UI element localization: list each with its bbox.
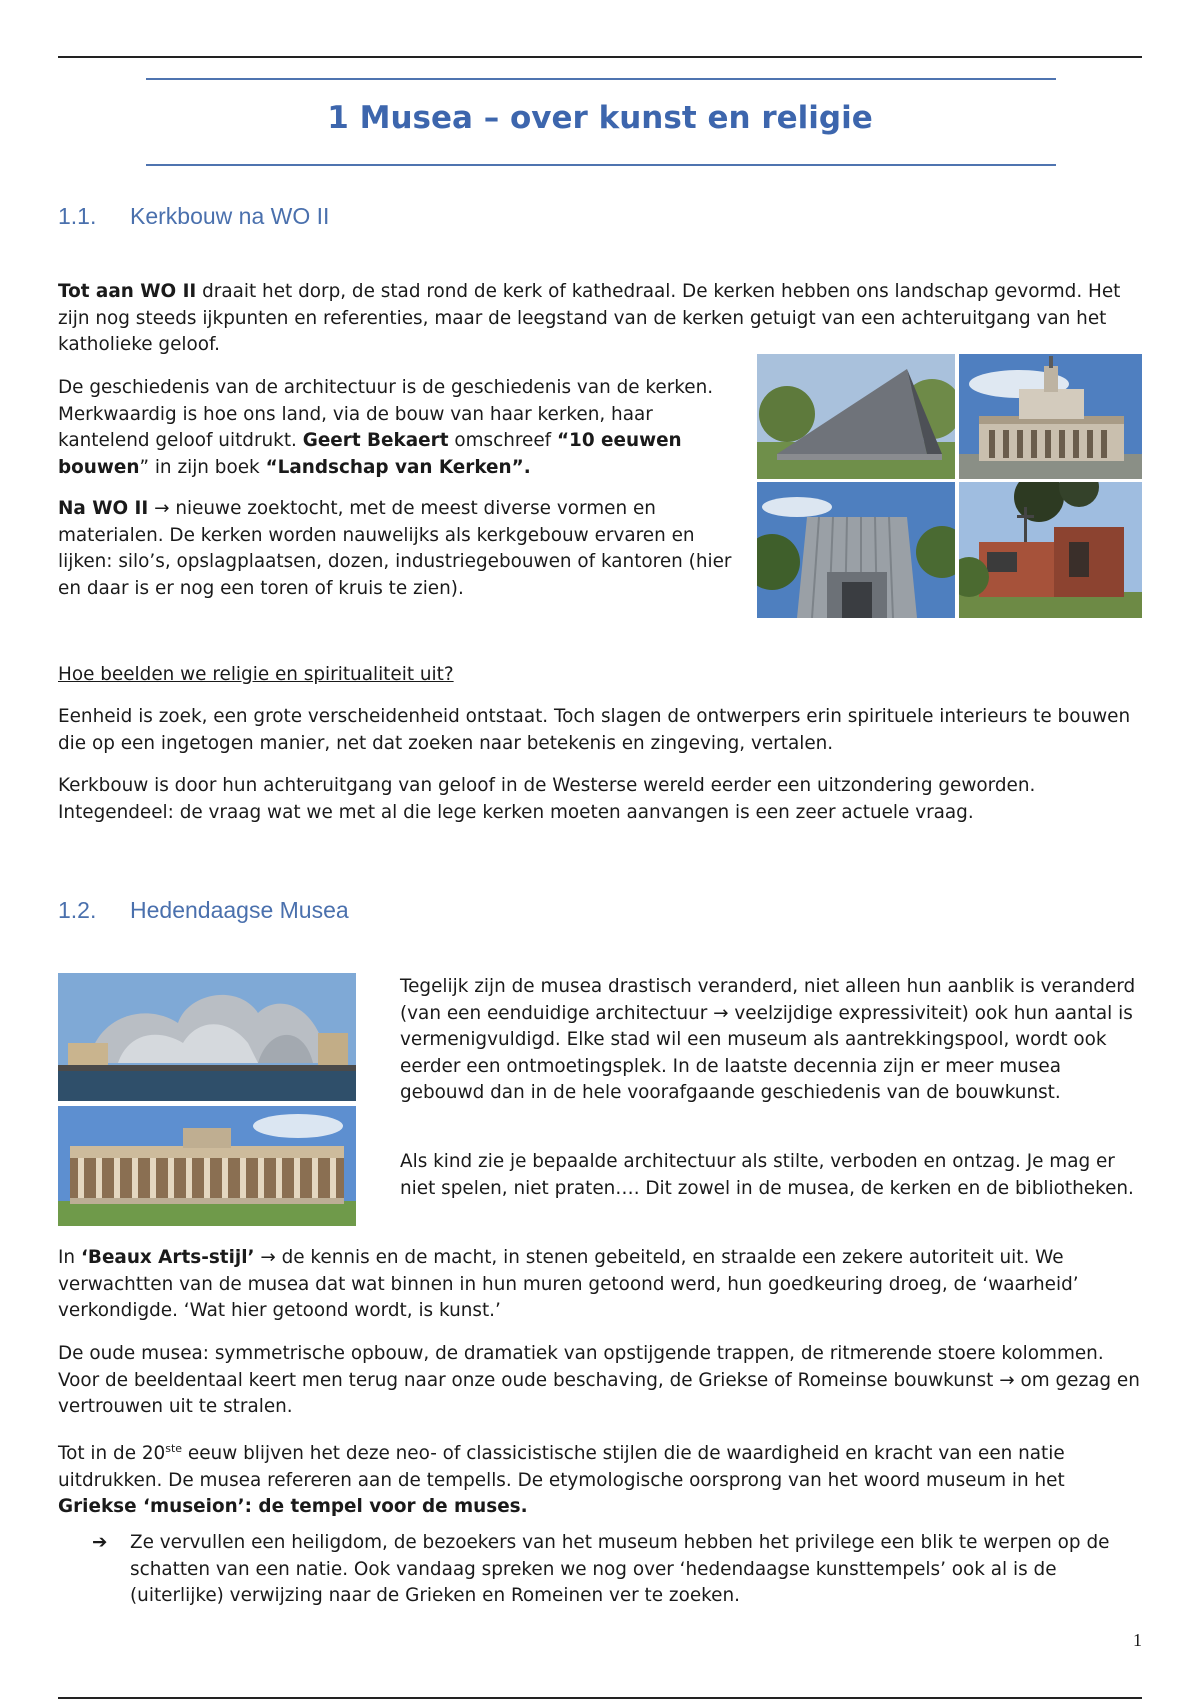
section-number: 1.1. (58, 203, 97, 229)
paragraph: Tegelijk zijn de musea drastisch veranderd, niet alleen hun aanblik is veranderd (van een eenduidige architectuur → veelzijdige expressiviteit) ook hun aantal is vermenigvuldigd. Elke stad wil een museum als aantrekkingspool, wordt ook eerder een ontmoetingsplek. In de laatste decennia zijn er meer musea gebouwd dan in de hele voorafgaande geschiedenis van de bouwkunst. (400, 976, 1136, 1103)
bullet-text: Ze vervullen een heiligdom, de bezoekers van het museum hebben het privilege een blik te werpen op de schatten van een natie. Ook vandaag spreken we nog over ‘hedendaagse kunsttempels’ ook al is de (uiterlijke) verwijzing naar de Grieken en Romeinen ver te zoeken. (130, 1532, 1110, 1606)
page-title: 1 Musea – over kunst en religie (327, 100, 873, 136)
bottom-rule (58, 1697, 1142, 1699)
text: De geschiedenis van de architectuur is de geschiedenis van de kerken. Merkwaardig is hoe ons land, via de bouw van haar kerken, haar kantelend geloof uitdrukt. (58, 377, 714, 451)
title-rule-bottom (146, 164, 1056, 166)
church-photo-2 (959, 354, 1142, 479)
museum-photo-altes-museum (58, 1106, 356, 1226)
bold-text: Na WO II (58, 498, 149, 519)
bold-text: “10 eeuwen bouwen (58, 430, 682, 478)
bold-text: ‘Beaux Arts-stijl’ (80, 1247, 255, 1268)
section-number: 1.2. (58, 897, 97, 923)
paragraph (58, 375, 743, 481)
paragraph (58, 279, 1142, 359)
text: draait het dorp, de stad rond de kerk of kathedraal. De kerken hebben ons landschap gevormd. Het zijn nog steeds ijkpunten en referenties, maar de leegstand van de kerken getuigt van een achteruitgang van het katholieke geloof. (58, 281, 1121, 355)
church-photo-1 (757, 354, 955, 479)
text: → nieuwe zoektocht, met de meest diverse vormen en materialen. De kerken worden nauwelijks als kerkgebouw ervaren en lijken: silo’s, opslagplaatsen, dozen, industriegebouwen of kantoren (hier en daar is er nog een toren of kruis te zien). (58, 498, 732, 599)
paragraph: Als kind zie je bepaalde architectuur als stilte, verboden en ontzag. Je mag er niet spelen, niet praten…. Dit zowel in de musea, de kerken en de bibliotheken. (400, 1151, 1134, 1199)
title-rule-top (146, 78, 1056, 80)
text: → de kennis en de macht, in stenen gebeiteld, en straalde een zekere autoriteit uit. We verwachtten van de musea dat wat binnen in hun muren getoond werd, hun goedkeuring droeg, de ‘waarheid’ verkondigde. ‘Wat hier getoond wordt, is kunst.’ (58, 1247, 1079, 1321)
text: ” in zijn boek (139, 456, 266, 478)
section-question: Hoe beelden we religie en spiritualiteit uit? (58, 664, 454, 685)
paragraph: De oude musea: symmetrische opbouw, de dramatiek van opstijgende trappen, de ritmerende stoere kolommen. Voor de beeldentaal keert men terug naar onze oude beschaving, de Griekse of Romeinse bouwkunst → om gezag en vertrouwen uit te stralen. (58, 1343, 1140, 1417)
paragraph: Kerkbouw is door hun achteruitgang van geloof in de Westerse wereld eerder een uitzondering geworden. Integendeel: de vraag wat we met al die lege kerken moeten aanvangen is een zeer actuele vraag. (58, 775, 1036, 823)
text: Tot in de 20 (58, 1443, 166, 1465)
section-title: Kerkbouw na WO II (130, 203, 330, 229)
text: eeuw blijven het deze neo- of classicistische stijlen die de waardigheid en kracht van een natie uitdrukken. De musea refereren aan de tempells. De etymologische oorsprong van het woord museum in het (58, 1443, 1065, 1491)
arrow-bullet-icon: ➔ (92, 1532, 108, 1553)
paragraph (58, 1436, 1142, 1521)
superscript: ste (165, 1442, 183, 1455)
text: omschreef (448, 430, 557, 451)
text: In (58, 1247, 81, 1268)
paragraph (58, 496, 743, 602)
bold-text: Tot aan WO II (58, 281, 197, 302)
church-photo-3 (757, 482, 955, 618)
paragraph (58, 1245, 1142, 1325)
top-rule (58, 56, 1142, 58)
bold-text: Griekse ‘museion’: de tempel voor de muses. (58, 1496, 528, 1518)
page-number: 1 (1133, 1630, 1142, 1650)
section-title: Hedendaagse Musea (130, 897, 349, 923)
bold-text: “Landschap van Kerken”. (265, 456, 531, 478)
church-photo-4 (959, 482, 1142, 618)
museum-photo-guggenheim (58, 973, 356, 1101)
section-heading-1-2 (58, 897, 349, 924)
paragraph: Eenheid is zoek, een grote verscheidenheid ontstaat. Toch slagen de ontwerpers erin spirituele interieurs te bouwen die op een ingetogen manier, net dat zoeken naar betekenis en zingeving, vertalen. (58, 706, 1131, 754)
bold-text: Geert Bekaert (302, 430, 449, 451)
section-heading-1-1 (58, 203, 329, 230)
